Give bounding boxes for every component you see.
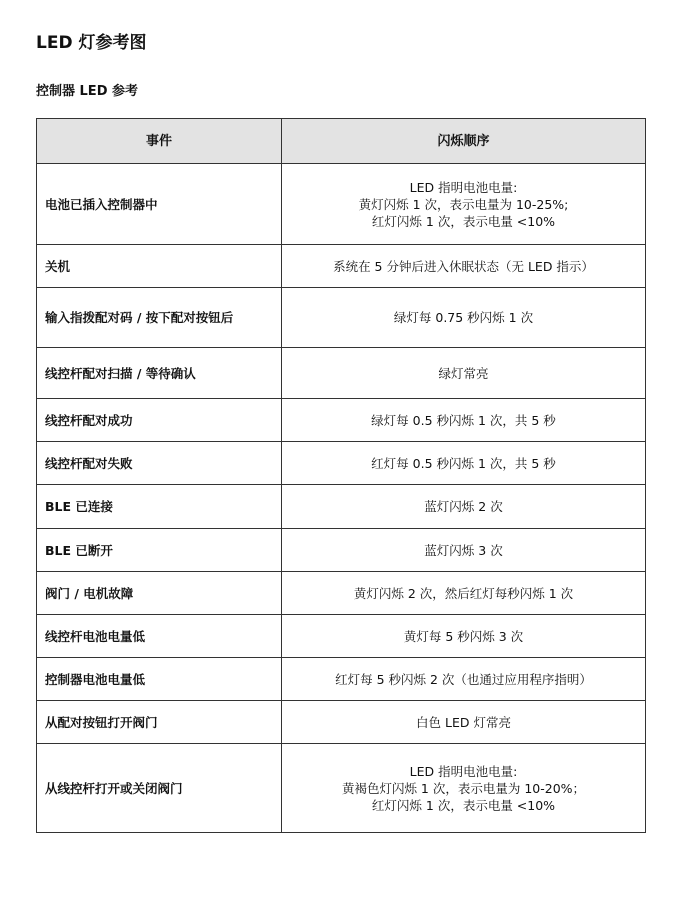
led-reference-table xyxy=(36,118,646,833)
table-row xyxy=(37,164,646,245)
event-cell: 线控杆配对失败 xyxy=(37,442,282,485)
table-row xyxy=(37,245,646,288)
sequence-cell: 系统在 5 分钟后进入休眠状态（无 LED 指示） xyxy=(282,245,646,288)
sequence-cell: 绿灯每 0.75 秒闪烁 1 次 xyxy=(282,288,646,348)
table-row xyxy=(37,744,646,833)
table-row xyxy=(37,288,646,348)
event-cell: 输入指拨配对码 / 按下配对按钮后 xyxy=(37,288,282,348)
header-sequence: 闪烁顺序 xyxy=(282,119,646,164)
event-cell: 从配对按钮打开阀门 xyxy=(37,701,282,744)
event-cell: BLE 已连接 xyxy=(37,485,282,529)
sequence-cell: 黄灯闪烁 2 次，然后红灯每秒闪烁 1 次 xyxy=(282,572,646,615)
sequence-cell: 白色 LED 灯常亮 xyxy=(282,701,646,744)
event-cell: 线控杆配对扫描 / 等待确认 xyxy=(37,348,282,399)
page-title: LED 灯参考图 xyxy=(36,33,147,53)
table-row xyxy=(37,485,646,529)
sequence-cell: 黄灯每 5 秒闪烁 3 次 xyxy=(282,615,646,658)
event-cell: 阀门 / 电机故障 xyxy=(37,572,282,615)
event-cell: 电池已插入控制器中 xyxy=(37,164,282,245)
sequence-cell: 红灯每 0.5 秒闪烁 1 次，共 5 秒 xyxy=(282,442,646,485)
table-row xyxy=(37,399,646,442)
table-row xyxy=(37,615,646,658)
table-row xyxy=(37,572,646,615)
event-cell: 关机 xyxy=(37,245,282,288)
event-cell: 线控杆配对成功 xyxy=(37,399,282,442)
table-row xyxy=(37,658,646,701)
table-row xyxy=(37,529,646,572)
section-title: 控制器 LED 参考 xyxy=(36,84,139,99)
header-event: 事件 xyxy=(37,119,282,164)
event-cell: BLE 已断开 xyxy=(37,529,282,572)
event-cell: 线控杆电池电量低 xyxy=(37,615,282,658)
sequence-cell: 红灯每 5 秒闪烁 2 次（也通过应用程序指明） xyxy=(282,658,646,701)
sequence-cell: 绿灯常亮 xyxy=(282,348,646,399)
table-header-row xyxy=(37,119,646,164)
table-row xyxy=(37,442,646,485)
table-row xyxy=(37,701,646,744)
event-cell: 从线控杆打开或关闭阀门 xyxy=(37,744,282,833)
event-cell: 控制器电池电量低 xyxy=(37,658,282,701)
sequence-cell: LED 指明电池电量: 黄褐色灯闪烁 1 次，表示电量为 10-20%； 红灯闪烁 1 次，表示电量 <10% xyxy=(282,744,646,833)
sequence-cell: LED 指明电池电量: 黄灯闪烁 1 次，表示电量为 10-25%; 红灯闪烁 1 次，表示电量 <10% xyxy=(282,164,646,245)
table-row xyxy=(37,348,646,399)
sequence-cell: 绿灯每 0.5 秒闪烁 1 次，共 5 秒 xyxy=(282,399,646,442)
sequence-cell: 蓝灯闪烁 3 次 xyxy=(282,529,646,572)
sequence-cell: 蓝灯闪烁 2 次 xyxy=(282,485,646,529)
